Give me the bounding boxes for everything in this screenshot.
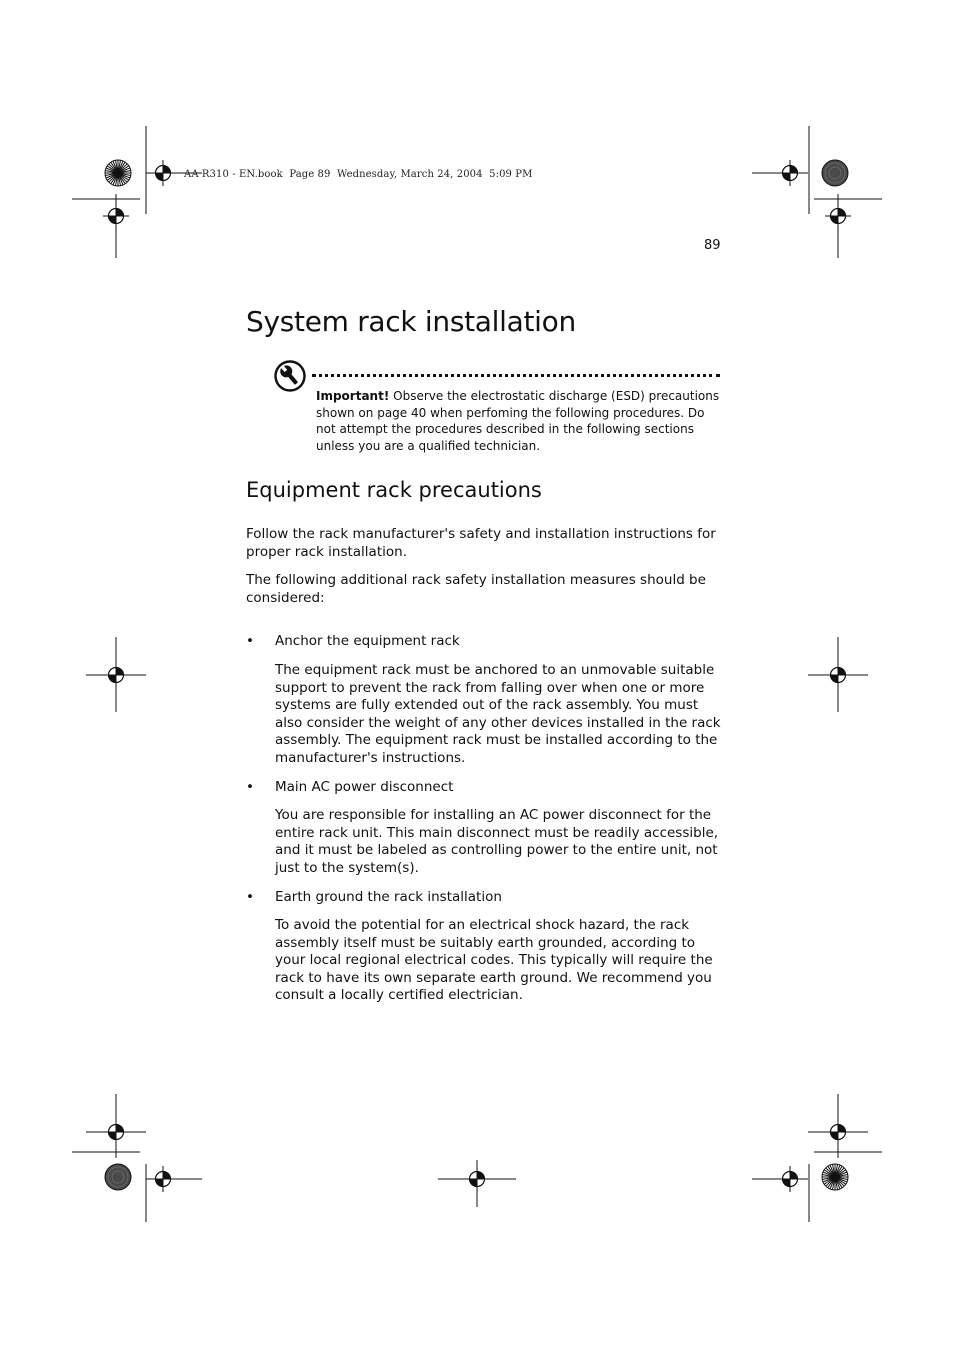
list-item [246,633,726,767]
bullet-title: Earth ground the rack installation [275,888,502,905]
page-number: 89 [704,238,721,253]
section-heading: Equipment rack precautions [246,478,542,502]
note-divider [312,374,720,377]
section-body [246,526,726,1016]
bullet-glyph: • [246,888,254,905]
wrench-icon [274,360,306,392]
bullet-glyph: • [246,633,254,650]
important-text: Observe the electrostatic discharge (ESD) precautions shown on page 40 when perfoming the following procedures. Do not attempt the procedures described in the following sections unless you are a qualified technician. [316,389,720,453]
measures-paragraph: The following additional rack safety installation measures should be considered: [246,572,706,606]
print-slug: AA R310 - EN.book Page 89 Wednesday, March 24, 2004 5:09 PM [184,169,533,180]
bullet-body: The equipment rack must be anchored to an unmovable suitable support to prevent the rack from falling over when one or more systems are fully extended out of the rack assembly. You must also consider the weight of any other devices installed in the rack assembly. The equipment rack must be installed according to the manufacturer's instructions. [275,661,721,766]
important-label: Important! [316,389,390,403]
page-title: System rack installation [246,305,576,338]
intro-paragraph: Follow the rack manufacturer's safety and installation instructions for proper rack installation. [246,526,716,560]
bullet-glyph: • [246,778,254,795]
important-note [316,388,720,454]
precautions-list [246,633,726,1005]
bullet-body: To avoid the potential for an electrical shock hazard, the rack assembly itself must be suitably earth grounded, according to your local regional electrical codes. This typically will require the rack to have its own separate earth ground. We recommend you consult a locally certified electrician. [275,917,713,1004]
list-item [246,779,726,878]
bullet-title: Anchor the equipment rack [275,633,460,650]
bullet-body: You are responsible for installing an AC power disconnect for the entire rack unit. This main disconnect must be readily accessible, and it must be labeled as controlling power to the entire unit, not just to the system(s). [275,807,719,876]
bullet-title: Main AC power disconnect [275,778,454,795]
list-item [246,889,726,1006]
